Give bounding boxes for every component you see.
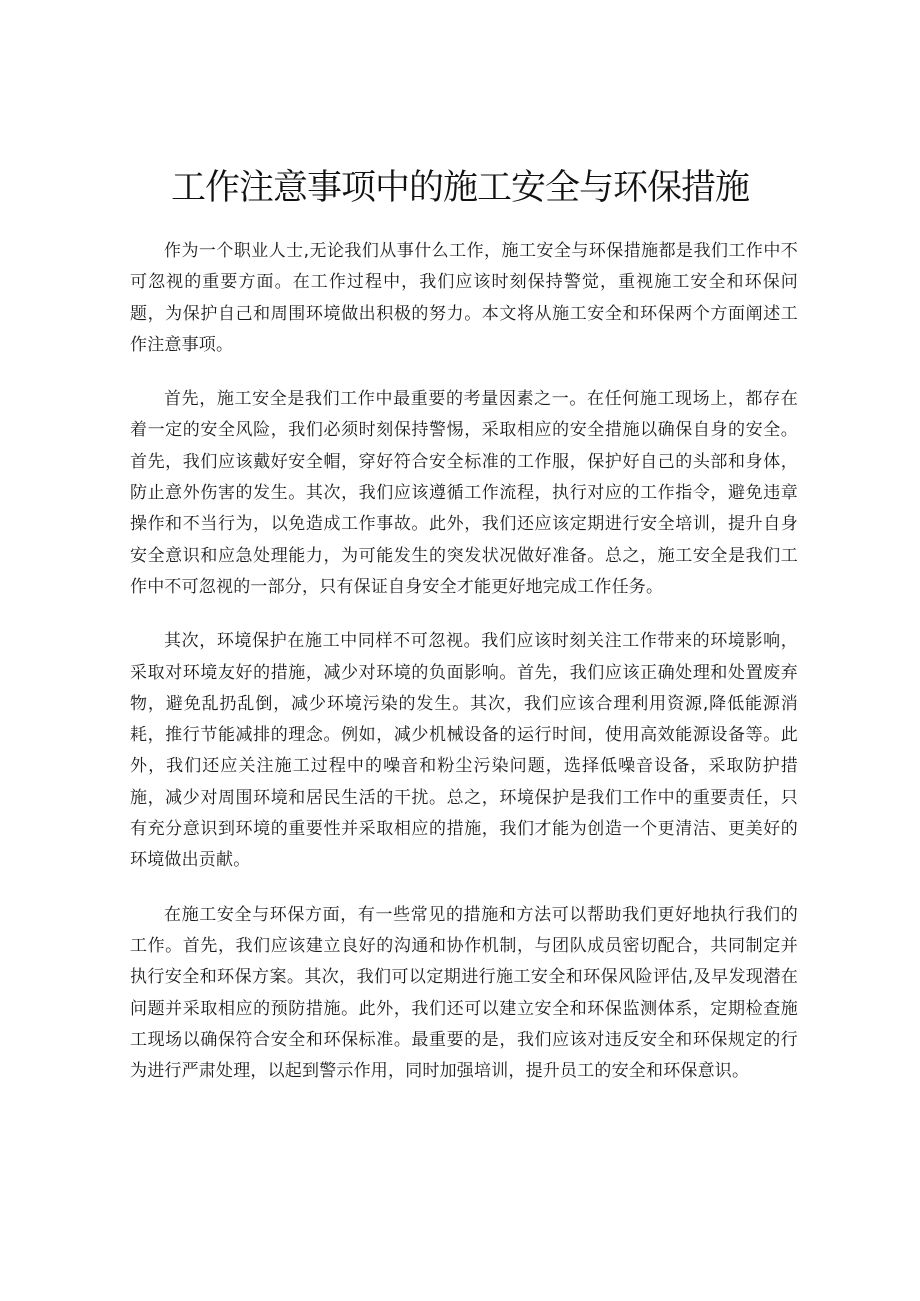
paragraph-construction-safety: 首先，施工安全是我们工作中最重要的考量因素之一。在任何施工现场上，都存在着一定的安全风险，我们必须时刻保持警惕，采取相应的安全措施以确保自身的安全。首先，我们应该戴好安全帽，穿好符合安全标准的工作服，保护好自己的头部和身体，防止意外伤害的发生。其次，我们应该遵循工作流程，执行对应的工作指令，避免违章操作和不当行为，以免造成工作事故。此外，我们还应该定期进行安全培训，提升自身安全意识和应急处理能力，为可能发生的突发状况做好准备。总之，施工安全是我们工作中不可忽视的一部分，只有保证自身安全才能更好地完成工作任务。 <box>130 389 798 597</box>
paragraph-common-measures: 在施工安全与环保方面，有一些常见的措施和方法可以帮助我们更好地执行我们的工作。首先，我们应该建立良好的沟通和协作机制，与团队成员密切配合，共同制定并执行安全和环保方案。其次，我们可以定期进行施工安全和环保风险评估,及早发现潜在问题并采取相应的预防措施。此外，我们还可以建立安全和环保监测体系，定期检查施工现场以确保符合安全和环保标准。最重要的是，我们应该对违反安全和环保规定的行为进行严肃处理，以起到警示作用，同时加强培训，提升员工的安全和环保意识。 <box>130 904 798 1082</box>
paragraph-environmental-protection: 其次，环境保护在施工中同样不可忽视。我们应该时刻关注工作带来的环境影响，采取对环境友好的措施，减少对环境的负面影响。首先，我们应该正确处理和处置废弃物，避免乱扔乱倒，减少环境污染的发生。其次，我们应该合理利用资源,降低能源消耗，推行节能减排的理念。例如，减少机械设备的运行时间，使用高效能源设备等。此外，我们还应关注施工过程中的噪音和粉尘污染问题，选择低噪音设备，采取防护措施，减少对周围环境和居民生活的干扰。总之，环境保护是我们工作中的重要责任，只有充分意识到环境的重要性并采取相应的措施，我们才能为创造一个更清洁、更美好的环境做出贡献。 <box>130 631 798 871</box>
paragraph-intro: 作为一个职业人士,无论我们从事什么工作，施工安全与环保措施都是我们工作中不可忽视的重要方面。在工作过程中，我们应该时刻保持警觉，重视施工安全和环保问题，为保护自己和周围环境做出积极的努力。本文将从施工安全和环保两个方面阐述工作注意事项。 <box>130 241 798 355</box>
document-body <box>130 236 798 1110</box>
document-title: 工作注意事项中的施工安全与环保措施 <box>170 168 749 208</box>
